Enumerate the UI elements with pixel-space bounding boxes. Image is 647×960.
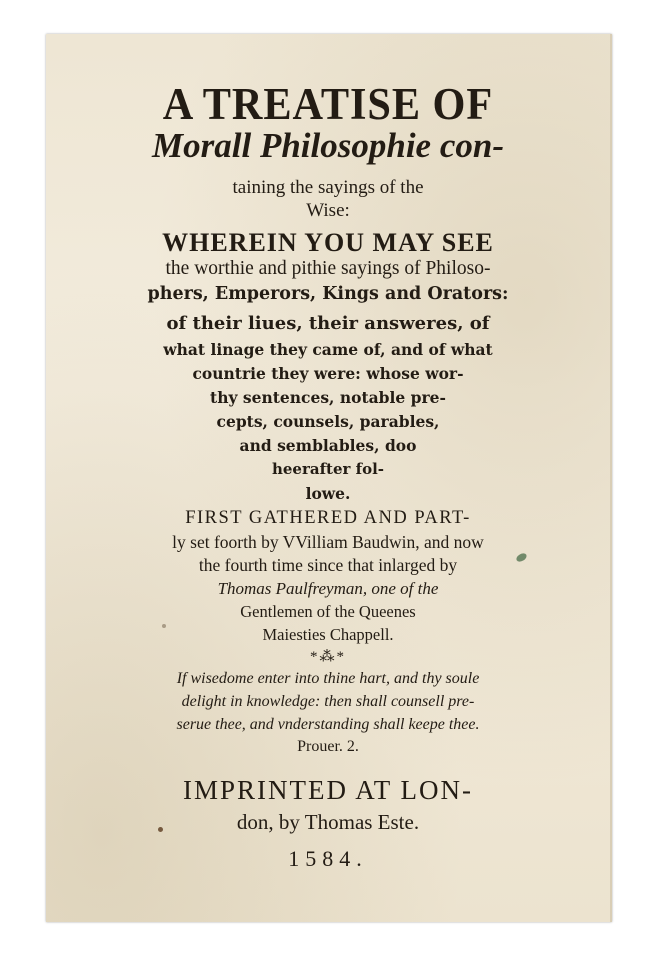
body-line-11: thy sentences, notable pre-	[210, 388, 446, 407]
body-line-9: what linage they came of, and of what	[163, 340, 493, 359]
spot-mark	[162, 624, 166, 628]
motto-line-1: If wisedome enter into thine hart, and thy soule	[176, 670, 480, 687]
title-page	[46, 34, 612, 922]
body-line-13: and semblables, doo	[239, 436, 417, 455]
body-line-7: phers, Emperors, Kings and Orators:	[147, 284, 509, 304]
body-line-14: heerafter fol-	[271, 460, 385, 478]
ornament: *⁂*	[310, 649, 346, 665]
imprint-line-2: don, by Thomas Este.	[236, 810, 420, 834]
body-line-10: countrie they were: whose wor-	[192, 364, 464, 383]
body-line-8: of their liues, their answeres, of	[166, 313, 490, 334]
body-line-18: the fourth time since that inlarged by	[198, 555, 458, 575]
body-line-12: cepts, counsels, parables,	[216, 412, 440, 431]
motto-reference: Prouer. 2.	[297, 738, 359, 755]
body-line-21: Maiesties Chappell.	[262, 625, 394, 644]
body-line-20: Gentlemen of the Queenes	[240, 602, 416, 621]
title-line-1: A TREATISE OF	[162, 79, 494, 129]
imprint-line-1: IMPRINTED AT LON-	[183, 775, 473, 805]
title-line-2: Morall Philosophie con-	[152, 126, 504, 165]
subtitle-line-1: taining the sayings of the	[232, 177, 424, 198]
heading-first-gathered: FIRST GATHERED AND PART-	[185, 508, 471, 528]
motto-line-3: serue thee, and vnderstanding shall keepe thee.	[176, 716, 480, 733]
publication-year: 1584.	[288, 846, 368, 871]
motto-line-2: delight in knowledge: then shall counsell pre-	[181, 693, 475, 710]
body-line-17: ly set foorth by VVilliam Baudwin, and now	[172, 532, 484, 552]
subtitle-line-2: Wise:	[306, 200, 350, 221]
spot-mark	[158, 827, 163, 832]
heading-wherein: WHEREIN YOU MAY SEE	[162, 228, 494, 257]
body-line-6: the worthie and pithie sayings of Philoso-	[165, 258, 491, 279]
body-line-19: Thomas Paulfreyman, one of the	[217, 579, 439, 598]
body-line-15: lowe.	[305, 484, 351, 503]
